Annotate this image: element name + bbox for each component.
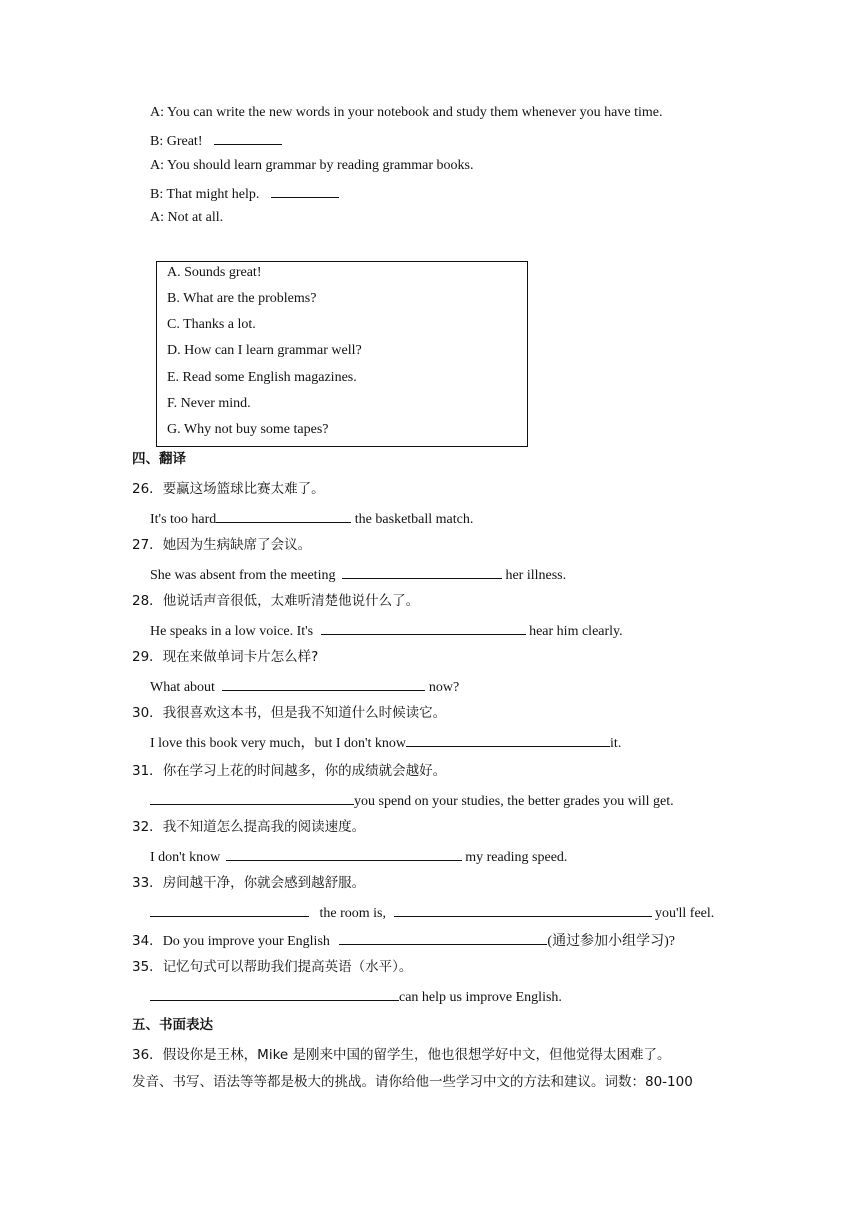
question-26-prompt bbox=[132, 480, 325, 498]
answer-prefix: It's too hard bbox=[150, 512, 217, 527]
option-a: A. Sounds great! bbox=[167, 265, 262, 280]
option-b: B. What are the problems? bbox=[167, 291, 317, 306]
answer-blank[interactable] bbox=[271, 183, 339, 198]
question-number: 32． bbox=[132, 819, 163, 835]
question-chinese: 要赢这场篮球比赛太难了。 bbox=[162, 481, 325, 497]
question-number: 27． bbox=[132, 537, 163, 553]
answer-suffix: the basketball match. bbox=[351, 512, 474, 527]
answer-prefix: What about bbox=[150, 680, 219, 695]
question-34 bbox=[132, 930, 675, 951]
question-27-prompt bbox=[132, 536, 311, 554]
question-chinese: 我不知道怎么提高我的阅读速度。 bbox=[162, 819, 366, 835]
question-number: 30． bbox=[132, 705, 163, 721]
answer-blank[interactable] bbox=[339, 930, 547, 945]
answer-prefix: She was absent from the meeting bbox=[150, 568, 339, 583]
question-35-answer bbox=[150, 986, 562, 1007]
answer-blank[interactable] bbox=[214, 130, 282, 145]
answer-blank[interactable] bbox=[150, 790, 354, 805]
section-5-title: 五、书面表达 bbox=[132, 1017, 213, 1033]
question-36-line-2: 发音、书写、语法等等都是极大的挑战。请你给他一些学习中文的方法和建议。词数：80-100 bbox=[132, 1074, 693, 1090]
question-chinese: 她因为生病缺席了会议。 bbox=[162, 537, 312, 553]
question-31-answer bbox=[150, 790, 674, 811]
answer-suffix: it. bbox=[610, 736, 622, 751]
question-33-answer bbox=[150, 902, 714, 923]
question-chinese: 你在学习上花的时间越多，你的成绩就会越好。 bbox=[162, 763, 447, 779]
question-36-text: 假设你是王林，Mike 是刚来中国的留学生，他也很想学好中文，但他觉得太困难了。 bbox=[162, 1047, 671, 1063]
answer-suffix: can help us improve English. bbox=[399, 990, 562, 1005]
dialogue-text: B: Great! bbox=[150, 134, 203, 149]
dialogue-text: B: That might help. bbox=[150, 187, 260, 202]
dialogue-line-4 bbox=[150, 183, 339, 204]
answer-blank[interactable] bbox=[216, 508, 351, 523]
question-number: 29． bbox=[132, 649, 163, 665]
answer-suffix: (通过参加小组学习)? bbox=[547, 934, 675, 949]
section-4-title: 四、翻译 bbox=[132, 451, 186, 467]
answer-blank[interactable] bbox=[226, 846, 462, 861]
answer-middle: the room is, bbox=[316, 906, 390, 921]
question-33-prompt bbox=[132, 874, 365, 892]
answer-prefix: I don't know bbox=[150, 850, 224, 865]
answer-suffix: you spend on your studies, the better grades you will get. bbox=[354, 794, 674, 809]
answer-blank[interactable] bbox=[342, 564, 502, 579]
dialogue-line-1: A: You can write the new words in your notebook and study them whenever you have time. bbox=[150, 105, 663, 120]
answer-prefix: He speaks in a low voice. It's bbox=[150, 624, 317, 639]
question-26-answer bbox=[150, 508, 473, 529]
question-chinese: 他说话声音很低，太难听清楚他说什么了。 bbox=[162, 593, 420, 609]
question-number: 36． bbox=[132, 1047, 163, 1063]
question-number: 33． bbox=[132, 875, 163, 891]
answer-suffix: hear him clearly. bbox=[525, 624, 623, 639]
option-e: E. Read some English magazines. bbox=[167, 370, 357, 385]
question-29-answer bbox=[150, 676, 459, 697]
question-chinese: 我很喜欢这本书，但是我不知道什么时候读它。 bbox=[162, 705, 447, 721]
answer-blank[interactable] bbox=[321, 620, 526, 635]
answer-blank[interactable] bbox=[150, 902, 309, 917]
answer-prefix: I love this book very much，but I don't know bbox=[150, 736, 407, 751]
question-28-answer bbox=[150, 620, 623, 641]
option-d: D. How can I learn grammar well? bbox=[167, 343, 362, 358]
option-f: F. Never mind. bbox=[167, 396, 251, 411]
question-35-prompt bbox=[132, 958, 412, 976]
answer-blank[interactable] bbox=[150, 986, 399, 1001]
question-number: 35． bbox=[132, 959, 163, 975]
answer-prefix: Do you improve your English bbox=[162, 934, 334, 949]
question-28-prompt bbox=[132, 592, 419, 610]
answer-blank[interactable] bbox=[394, 902, 652, 917]
answer-suffix: now? bbox=[425, 680, 460, 695]
answer-blank[interactable] bbox=[406, 732, 610, 747]
question-36-line-1 bbox=[132, 1046, 671, 1064]
answer-suffix: her illness. bbox=[501, 568, 567, 583]
dialogue-line-3: A: You should learn grammar by reading grammar books. bbox=[150, 158, 474, 173]
question-32-answer bbox=[150, 846, 567, 867]
question-chinese: 房间越干净，你就会感到越舒服。 bbox=[162, 875, 366, 891]
question-31-prompt bbox=[132, 762, 446, 780]
answer-suffix: my reading speed. bbox=[461, 850, 568, 865]
answer-suffix: you'll feel. bbox=[651, 906, 715, 921]
options-box bbox=[156, 261, 528, 447]
question-30-answer bbox=[150, 732, 621, 753]
dialogue-line-5: A: Not at all. bbox=[150, 210, 224, 225]
question-chinese: 记忆句式可以帮助我们提高英语（水平）。 bbox=[162, 959, 413, 975]
question-27-answer bbox=[150, 564, 566, 585]
option-g: G. Why not buy some tapes? bbox=[167, 422, 329, 437]
question-number: 31． bbox=[132, 763, 163, 779]
question-number: 34． bbox=[132, 933, 163, 949]
question-chinese: 现在来做单词卡片怎么样? bbox=[162, 649, 319, 665]
question-29-prompt bbox=[132, 648, 318, 666]
question-number: 26． bbox=[132, 481, 163, 497]
question-30-prompt bbox=[132, 704, 446, 722]
dialogue-line-2 bbox=[150, 130, 282, 151]
option-c: C. Thanks a lot. bbox=[167, 317, 256, 332]
question-number: 28． bbox=[132, 593, 163, 609]
question-32-prompt bbox=[132, 818, 365, 836]
answer-blank[interactable] bbox=[222, 676, 425, 691]
